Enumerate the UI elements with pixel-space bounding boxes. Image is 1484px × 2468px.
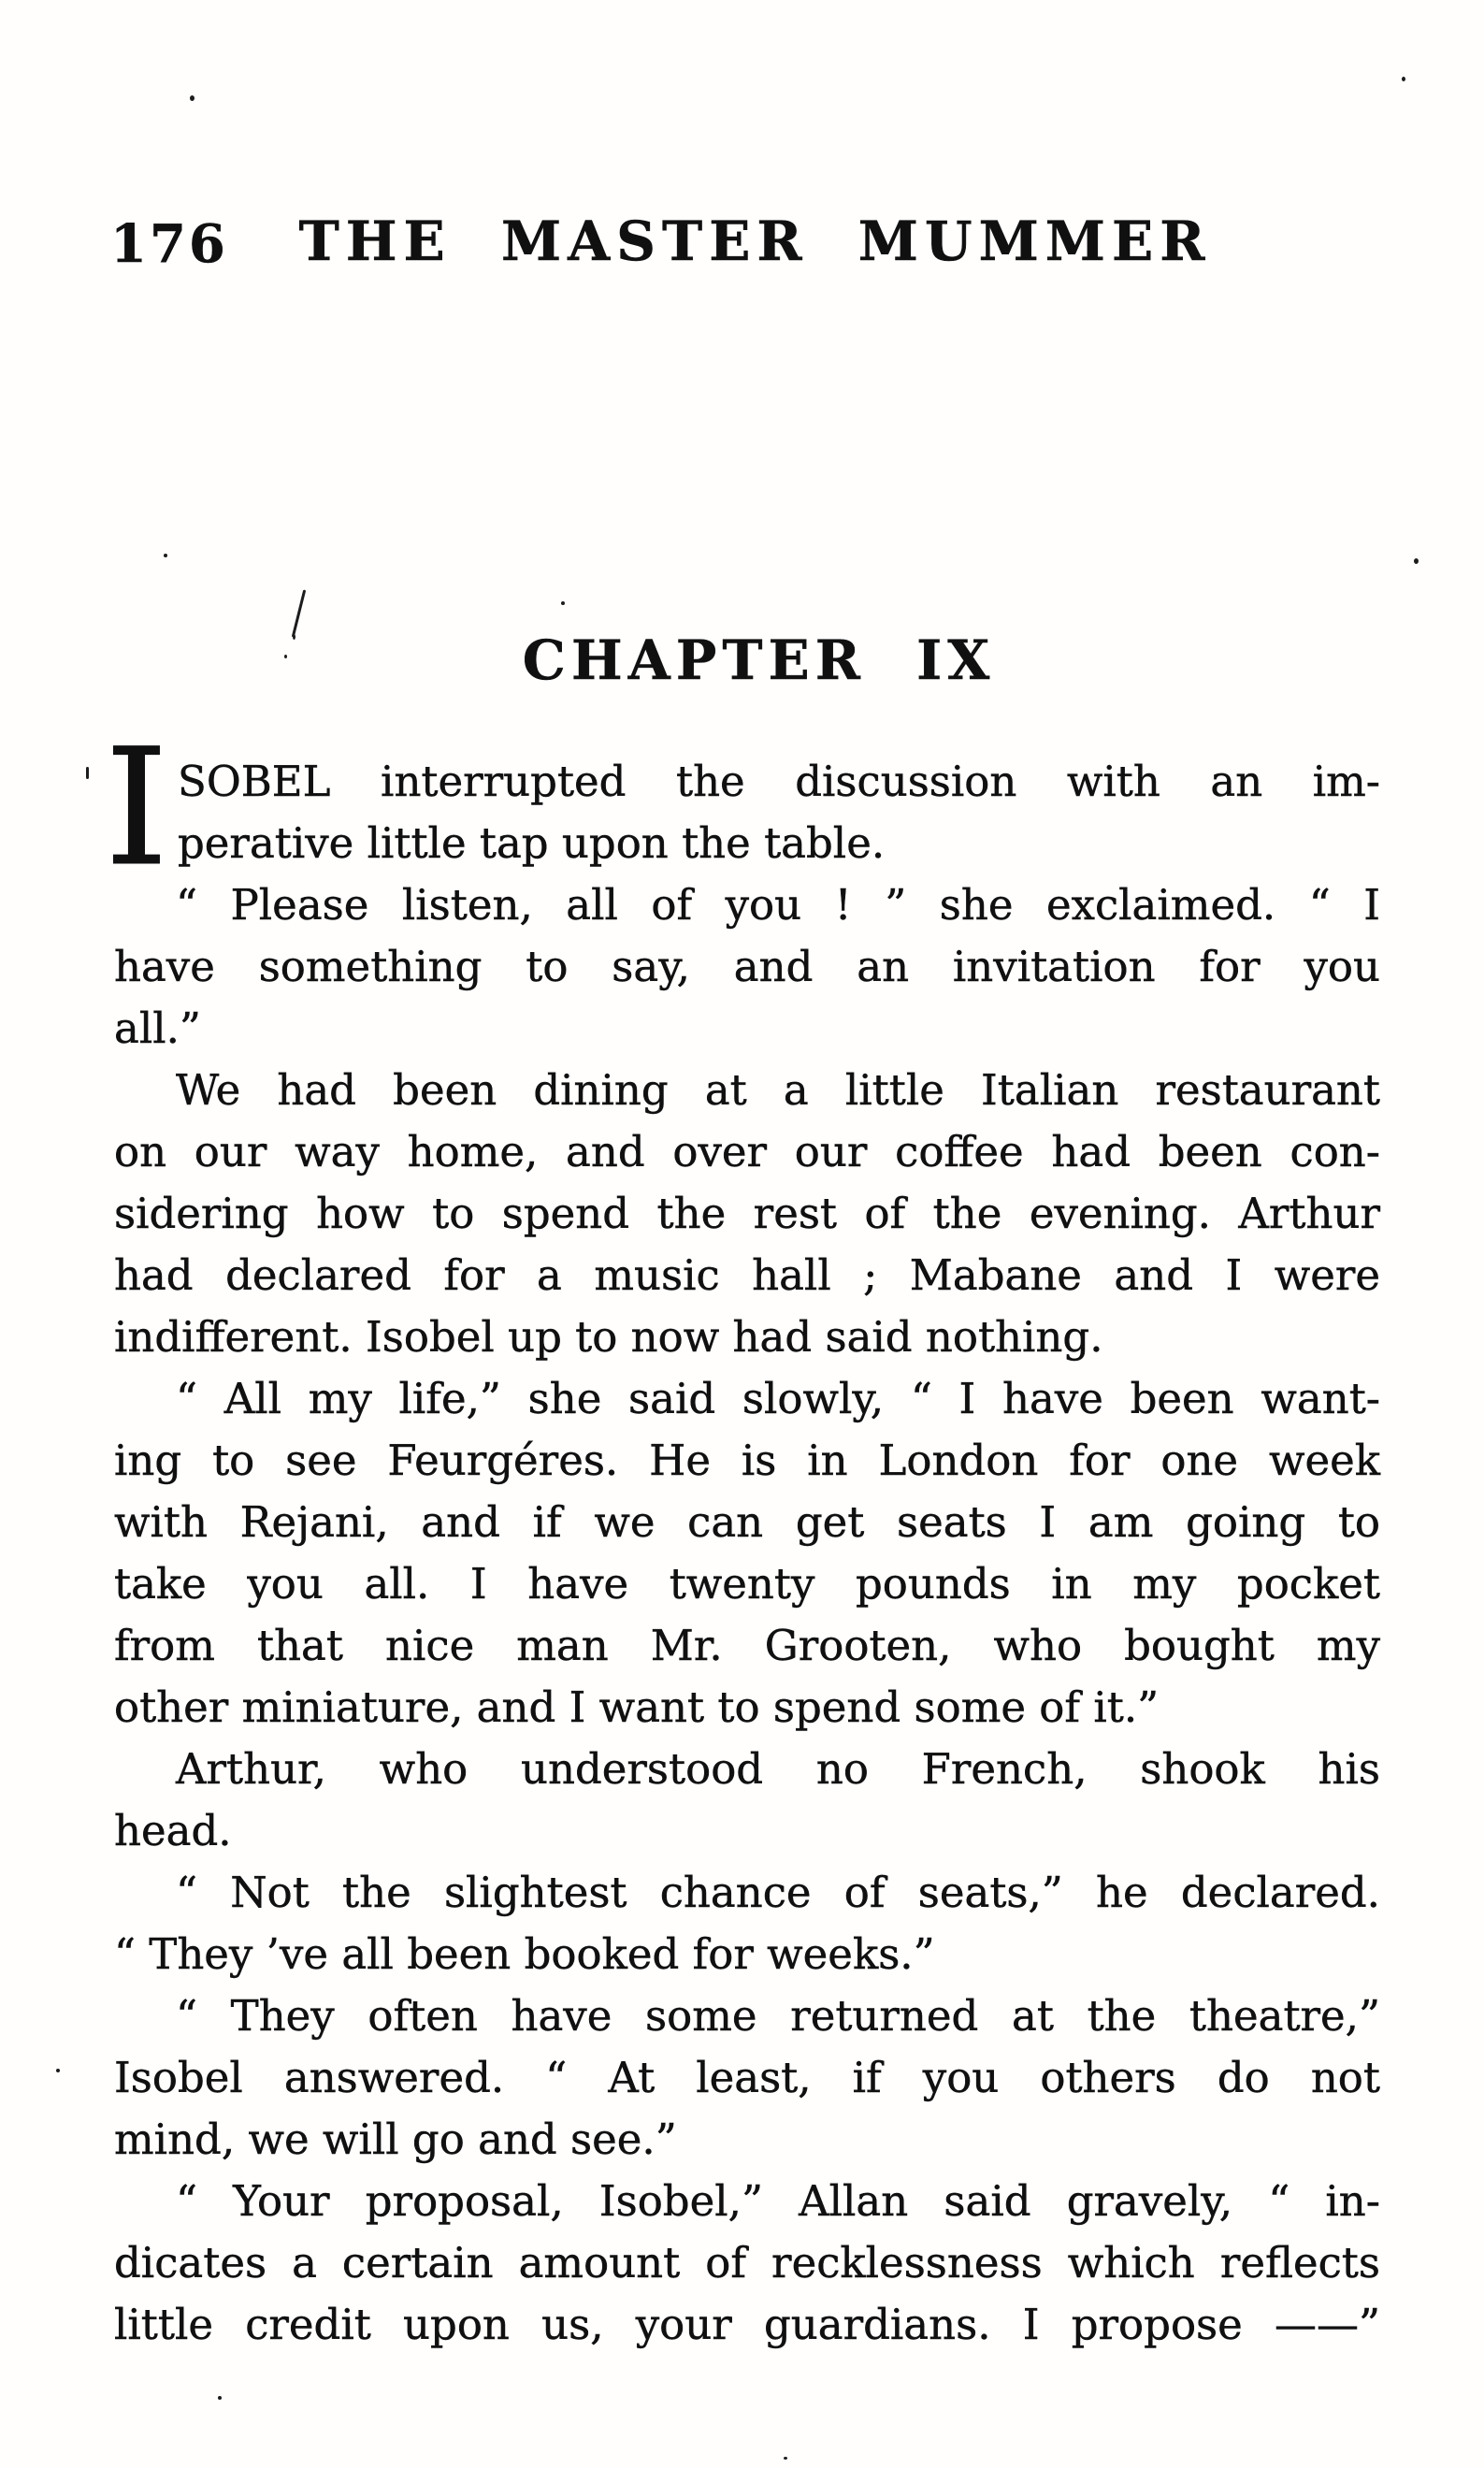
text-line: “ Please listen, all of you ! ” she exclaimed. “ I xyxy=(176,880,1380,930)
text-line: perative little tap upon the table. xyxy=(178,818,886,868)
scan-artifact xyxy=(56,2069,60,2072)
drop-cap: I xyxy=(105,714,168,902)
text-line: other miniature, and I want to spend some of it.” xyxy=(114,1682,1160,1732)
paragraph xyxy=(114,1862,1380,1985)
paragraph xyxy=(114,2171,1380,2356)
text-line: indifferent. Isobel up to now had said nothing. xyxy=(114,1312,1103,1362)
text-line: SOBEL interrupted the discussion with an im- xyxy=(178,757,1380,806)
page-number: 176 xyxy=(110,213,228,275)
text-line: “ All my life,” she said slowly, “ I have been want- xyxy=(176,1374,1380,1423)
text-line: on our way home, and over our coffee had been con- xyxy=(114,1127,1380,1176)
text-line: We had been dining at a little Italian restaurant xyxy=(176,1065,1380,1115)
text-line: “ Your proposal, Isobel,” Allan said gravely, “ in- xyxy=(176,2176,1380,2226)
text-line: with Rejani, and if we can get seats I am going to xyxy=(114,1497,1380,1547)
text-line: ing to see Feurgéres. He is in London for one week xyxy=(114,1436,1380,1485)
scan-artifact xyxy=(1414,558,1419,564)
running-head xyxy=(0,209,1484,275)
text-line: Isobel answered. “ At least, if you others do not xyxy=(114,2053,1380,2102)
paragraph xyxy=(114,874,1380,1060)
scan-artifact xyxy=(1402,77,1405,81)
text-line: Arthur, who understood no French, shook his xyxy=(176,1744,1380,1794)
text-line: have something to say, and an invitation for you xyxy=(114,942,1380,991)
scan-artifact xyxy=(293,634,295,640)
text-line: little credit upon us, your guardians. I propose ——” xyxy=(114,2300,1380,2349)
chapter-heading: CHAPTER IX xyxy=(522,628,996,692)
text-line: sidering how to spend the rest of the evening. Arthur xyxy=(114,1189,1380,1238)
running-title: THE MASTER MUMMER xyxy=(298,209,1212,273)
text-line: all.” xyxy=(114,1003,201,1053)
paragraph xyxy=(114,751,1380,874)
text-line: “ They ’ve all been booked for weeks.” xyxy=(114,1929,935,1979)
paragraph xyxy=(114,1739,1380,1862)
scan-artifact xyxy=(164,554,167,557)
body-text xyxy=(114,751,1380,2356)
scan-artifact xyxy=(218,2396,222,2400)
text-line: dicates a certain amount of recklessness which reflects xyxy=(114,2238,1380,2288)
scan-artifact xyxy=(561,601,565,605)
scan-artifact xyxy=(190,95,195,101)
paragraph xyxy=(114,1368,1380,1739)
text-line: from that nice man Mr. Grooten, who bought my xyxy=(114,1621,1380,1670)
text-line: “ They often have some returned at the theatre,” xyxy=(176,1991,1380,2041)
scan-artifact xyxy=(284,655,287,658)
scan-artifact xyxy=(86,767,89,779)
paragraph xyxy=(114,1985,1380,2171)
text-line: head. xyxy=(114,1806,232,1855)
paragraph xyxy=(114,1060,1380,1368)
text-line: take you all. I have twenty pounds in my pocket xyxy=(114,1559,1380,1609)
scan-artifact xyxy=(784,2457,787,2460)
scan-artifact xyxy=(292,589,306,637)
text-line: “ Not the slightest chance of seats,” he declared. xyxy=(176,1868,1380,1917)
text-line: had declared for a music hall ; Mabane and I were xyxy=(114,1250,1380,1300)
text-line: mind, we will go and see.” xyxy=(114,2114,677,2164)
